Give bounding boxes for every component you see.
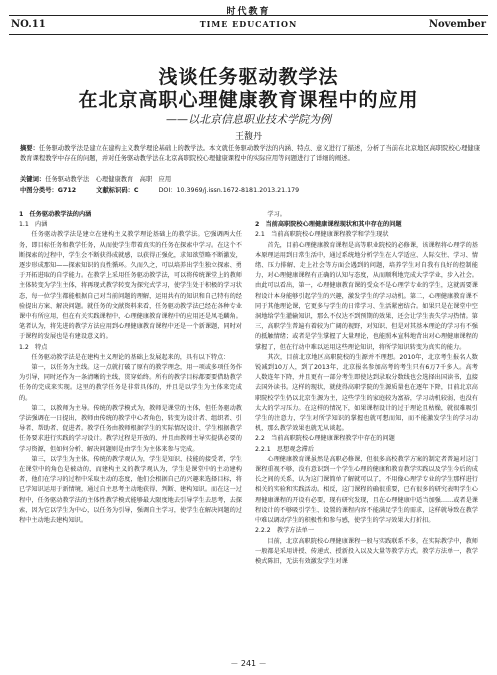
article-title-line1: 浅谈任务驱动教学法 bbox=[158, 66, 339, 88]
paragraph-text: 目前，北京高职院校心理健康课程一般与实践联系不多，在实际教学中，教师一般都是采用讲授、传递式、授新投入以及大量等教学方式。教学方法单一，教学模式陈旧，无法有效激发学生对课 bbox=[255, 537, 478, 565]
paragraph-text: 学习。 bbox=[267, 211, 286, 218]
paragraph bbox=[255, 353, 478, 435]
abstract bbox=[20, 144, 480, 164]
paragraph bbox=[255, 210, 478, 220]
paragraph bbox=[19, 363, 242, 404]
paragraph bbox=[255, 241, 478, 353]
issue-month: November bbox=[428, 19, 486, 30]
paragraph-text: 其次，目前北京地区高职院校的生源并不理想。2010年，北京考生报名人数锐减到10万人，到了2013年，北京报名参加高考的考生只有6万7千多人。高考人数连年下降，并且更有一部分考生即使达到录取分数线也会选择出国读书，直接去国外读书。这样的现状，就使得高职学院的生源质量也在逐年下降，目前北京高职院校学生仍以北京生源为主，这些学生的家庭较为富裕，学习动机较弱，也没有太大的学习压力。在这样的情况下，如果课程设计的过于理论且枯燥，就很难吸引学生的注意力，学生对所学知识的掌握也就可想而知，而不能激发学生的学习动机，那么教学效果也就无从谈起。 bbox=[255, 353, 478, 433]
section-heading: 2 当前高职院校心理健康课程现状和其中存在的问题 bbox=[255, 221, 402, 229]
doi: DOI：10.3969/j.issn.1672-8181.2013.21.179 bbox=[158, 187, 300, 194]
paragraph bbox=[255, 537, 478, 568]
journal-header bbox=[9, 15, 488, 35]
paragraph-text: 首先，目前心理健康教育课程是高等职业院校的必修课，该课程将心理学的基本原理运用到日常生活中，通过系统地分析学生在人学适应、人际交往、学习、情绪、压力排解、走上社会等方面会遇到的问题，培养学生对自我有良好的控制能力，对心理健康课程有正确的认知与态度，从而顺利地完成大学学业，步入社会。由此可以看出，第一，心理健康教育课的受众不是心理学专业的学生，这就需要课程设计本身能够引起学生的兴趣，激发学生的学习动机。第二，心理健康教育课不同于其他理论课，它更多与学生的日常学习、生活紧密结合。如果只是在课堂中空洞地给学生灌输知识，那么不仅达不到预期的效果，还会让学生丧失学习热情。第三，高职学生普遍有着较为广阔的视野，对知识、但是对其基本理论的学习有不强的抵触情绪；或者是学生掌握了大量理论，也能照本宣科地背出对心理健康课程的掌握了，但在行动中难以运用这些理论知识，将所学知识转变为真实的能力。 bbox=[255, 241, 478, 351]
abstract-text: 任务驱动教学法是建立在建构主义教学理论基础上的教学法。本文就任务驱动教学法的内涵、特点、意义进行了描述，分析了当前在北京地区高职院校心理健康教育课程教学中存在的问题，并对任务驱动教学法在北京高职院校心理健康课程中的实际应用等问题进行了详细的阐述。 bbox=[20, 145, 481, 162]
paragraph-text: 第三，以学生为主体。传统的教学观认为，学生是知识、技能的接受者，学生在课堂中的角色是被动的，而建构主义的教学观认为，学生是课堂中的主动建构者，他们在学习的过程中采取主动的态度，他们会根据自己的兴趣来选择目标，将已学知识运用于新情境，通过自主思考主动地获得、判断、建构知识。而在这一过程中，任务驱动教学法的主体性教学模式能够最大限度地去引导学生去思考，去探索，因为它以学生为中心，以任务为引导，强调自主学习，使学生在解决问题的过程中主动地去建构知识。 bbox=[19, 455, 242, 525]
paragraph bbox=[19, 404, 242, 455]
paragraph bbox=[19, 353, 242, 363]
left-column bbox=[19, 210, 242, 526]
paragraph-text: 任务驱动教学法是在建构主义理论的基础上发展起来的，具有以下特点： bbox=[31, 353, 230, 361]
paragraph-text: 任务驱动教学法是建立在建构主义教学理论基础上的教学法。它强调两大任务，即目标任务和教学任务，从而使学生带着真实的任务在探索中学习。在这个不断探索的过程中，学生会不断获得成就感，以获得正强化，求知欲望略不断激发，逐步形成那知——探索知识的良性循环。久而久之，可以培养出学生独立探索、勇于开拓进取的自学能力。在教学上采用任务驱动教学法，可以将传统课堂上的教师主体转变为学生主体，将再现式教学转变为探究式学习，使学生处于积极的学习状态，每一位学生都能根据自己对当前问题的理解，运用共有的知识和自己特有的经验提出方案、解决问题。就任务的文献资料来看，任务驱动教学法已经在各种专业课中有所应用，但在有关实践课程中，心理健康教育课程中的应用还是凤毛麟角。笔者认为，将先进的教学方法应用到心理健康教育课程中还是一个新课题，同时对于课程的发展也是有建设意义的。 bbox=[19, 231, 242, 341]
subsection-heading: 2.2 当前高职院校心理健康课程教学中存在的问题 bbox=[255, 435, 395, 443]
paragraph-text: 第一，以任务为主线。这一点就打破了原有的教学理念，用一项或多项任务作为引导，同时还作为一条清晰的主线，贯穿始终。所有的教学目标都要要借助教学任务的完成来实现。这里的教学任务是非常具体的，并且是以学生为主体来完成的。 bbox=[19, 364, 242, 402]
article-subtitle: ——以北京信息职业技术学院为例 bbox=[166, 113, 331, 126]
paragraph-text: 第二，以教师为主导。传统的教学模式为，教师是课堂的主体，但任务驱动教学法强调在一日提出，教师由传统的教学中心者角色，转变为设计者、组织者、引导者、帮助者、促进者。教学任务由教师根据学生的实际情况设计、学生根据教学任务要求进行实践的学习设计。教学过程是开放的、并且由教师主导实提供必要的学习资源，但如何分析、解决问题则是由学生为主体来参与完成。 bbox=[19, 404, 242, 453]
classification-line bbox=[20, 186, 480, 196]
article-title-line2: 在北京高职心理健康教育课程中的应用 bbox=[78, 89, 419, 111]
subsection-heading: 1.2 特点 bbox=[19, 343, 48, 351]
clc-code: 中图分类号：G712 bbox=[20, 187, 77, 194]
paragraph bbox=[255, 455, 478, 526]
keywords-label: 关键词： bbox=[20, 176, 46, 183]
masthead-logo: 时代教育 bbox=[226, 7, 271, 17]
keywords-line bbox=[20, 175, 480, 185]
magazine-name: TIME EDUCATION bbox=[199, 19, 298, 29]
paragraph-text: 心理健康教育课虽然是高职必修课，但很多高校教学方案的制定者普遍对这门课程重视不够，没有意识到一个学生心理的健康和教育教学实践以及学生今后的成长之间的关系，认为这门课简单了解就可以了，不用像心理学专业的学生那样进行相关的实验和实践活动。相反，这门课程的确很重要，已有很多的研究表明学生心理健康课程的开设有必要，现有研究发现，且在心理健康中适当加强……或者是课程设计的不够吸引学生、设置的课程内容不能满足学生的需求，这样就导致在教学中难以调动学生的积极性和参与感，使学生的学习效果大打折扣。 bbox=[255, 455, 478, 525]
issue-number: NO.11 bbox=[11, 19, 46, 30]
paragraph bbox=[19, 230, 242, 342]
document-code: 文献标识码：C bbox=[96, 187, 139, 194]
subsection-heading: 1.1 内涵 bbox=[19, 221, 48, 229]
subsection-heading: 2.2.1 思想观念滞后 bbox=[255, 445, 315, 453]
author-name: 王馥丹 bbox=[234, 132, 262, 142]
paragraph bbox=[19, 455, 242, 526]
subsection-heading: 2.1 当前高职院校心理健康课程教学和学生现状 bbox=[255, 231, 389, 239]
keywords-text: 任务驱动教学法 心理健康教育 高职 应用 bbox=[45, 176, 172, 183]
section-heading: 1 任务驱动教学法的内涵 bbox=[19, 211, 92, 218]
subsection-heading: 2.2.2 教学方法单一 bbox=[255, 527, 315, 535]
right-column bbox=[255, 210, 478, 567]
page-number: － 241 － bbox=[230, 659, 267, 668]
abstract-label: 摘要： bbox=[20, 145, 39, 152]
